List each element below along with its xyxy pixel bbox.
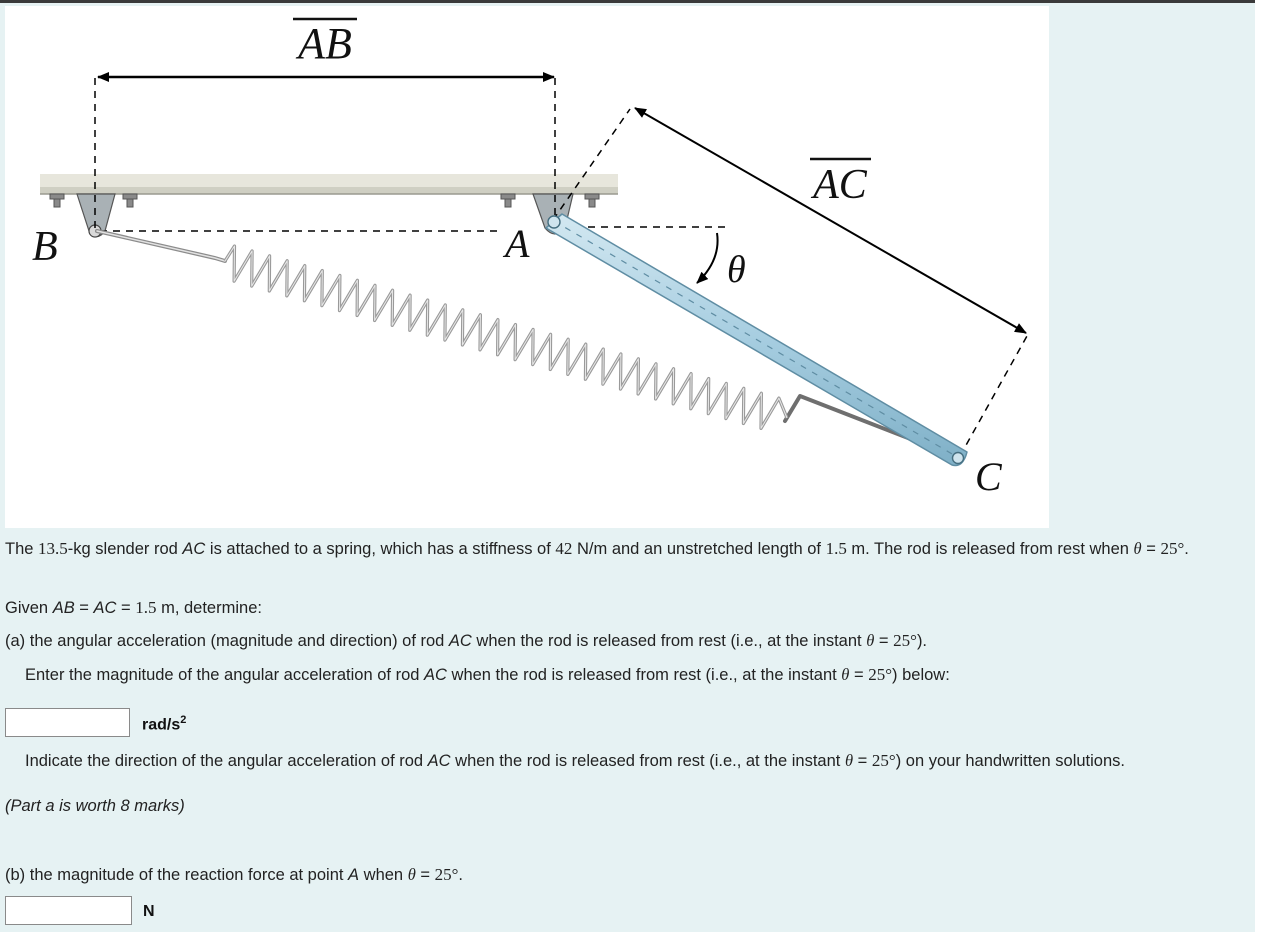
unit-rad-per-s2 — [142, 714, 186, 734]
mount-bolts — [50, 194, 599, 207]
unit-newton: N — [143, 903, 155, 920]
text-segment: -kg slender rod — [67, 540, 183, 558]
label-a: A — [505, 221, 530, 266]
theta-angle-arrow — [697, 233, 718, 283]
spring-coils-highlight — [225, 246, 787, 428]
svg-text:AB: AB — [298, 19, 352, 68]
label-c: C — [975, 454, 1002, 499]
text-segment: is attached to a spring, which has a stiffness of — [205, 540, 556, 558]
text-segment: Given — [5, 599, 53, 617]
svg-text:AC: AC — [813, 162, 867, 208]
unit-exponent: 2 — [180, 714, 187, 726]
text-segment: when the rod is released from rest (i.e., at the instant — [471, 632, 867, 650]
marks-note: (Part a is worth 8 marks) — [5, 797, 185, 815]
enter-magnitude-prompt — [25, 662, 950, 688]
text-segment: when the rod is released from rest (i.e., at the instant — [450, 752, 845, 770]
label-ab — [293, 19, 357, 68]
text-segment: Indicate the direction of the angular acceleration of rod — [25, 752, 428, 770]
mechanism-diagram — [5, 6, 1049, 528]
segment-ab: AB — [52, 599, 75, 617]
theta-symbol: θ — [1133, 539, 1142, 558]
ceiling — [40, 174, 618, 194]
text-segment: when the rod is released from rest (i.e., at the instant — [446, 666, 842, 684]
text-segment: ) on your handwritten solutions. — [895, 752, 1125, 770]
unit-label: rad/s — [142, 716, 181, 734]
theta-symbol: θ — [844, 751, 854, 770]
angle-value: 25° — [893, 631, 917, 650]
text-segment: = — [853, 752, 872, 770]
text-segment: = — [74, 599, 94, 617]
segment-ac: AC — [93, 599, 117, 617]
angular-acceleration-input[interactable] — [5, 708, 130, 737]
spring-coils — [225, 246, 787, 428]
given-statement — [5, 595, 262, 621]
mass-value: 13.5 — [38, 539, 68, 558]
rod-name: AC — [424, 666, 447, 684]
text-segment: m, determine: — [156, 599, 262, 617]
text-segment: . — [458, 866, 464, 884]
theta-symbol: θ — [866, 631, 875, 650]
label-ac — [810, 159, 871, 208]
text-segment: (a) the angular acceleration (magnitude and direction) of rod — [5, 632, 449, 650]
reaction-force-input[interactable] — [5, 896, 132, 925]
text-segment: ) below: — [892, 666, 950, 684]
rod-name: AC — [448, 632, 472, 650]
length-value: 1.5 — [135, 598, 157, 617]
rod-ac — [546, 214, 967, 465]
angle-value: 25° — [871, 751, 896, 770]
text-segment: = — [415, 866, 435, 884]
stiffness-value: 42 — [555, 539, 573, 558]
label-b: B — [32, 224, 58, 270]
problem-statement — [5, 536, 1220, 562]
text-segment: ). — [916, 632, 928, 650]
text-segment: (b) the magnitude of the reaction force at point — [5, 866, 349, 884]
theta-symbol: θ — [841, 665, 850, 684]
angle-value: 25° — [434, 865, 459, 884]
question-b — [5, 862, 463, 888]
angle-value: 25° — [868, 665, 893, 684]
length-value: 1.5 — [825, 539, 847, 558]
indicate-direction-note — [25, 748, 1125, 774]
text-segment: The — [5, 540, 39, 558]
rod-name: AC — [427, 752, 451, 770]
rod-name: AC — [182, 540, 206, 558]
text-segment: . — [1184, 540, 1189, 558]
label-theta: θ — [727, 249, 746, 291]
point-name: A — [348, 866, 360, 884]
text-segment: N/m and an unstretched length of — [572, 540, 826, 558]
text-segment: = — [849, 666, 869, 684]
angle-value: 25° — [1160, 539, 1185, 558]
question-a — [5, 628, 927, 654]
problem-figure — [5, 6, 1049, 528]
text-segment: = — [116, 599, 136, 617]
theta-symbol: θ — [407, 865, 416, 884]
text-segment: m. The rod is released from rest when — [846, 540, 1134, 558]
text-segment: = — [874, 632, 894, 650]
text-segment: Enter the magnitude of the angular acceleration of rod — [25, 666, 425, 684]
text-segment: when — [359, 866, 408, 884]
text-segment: = — [1141, 540, 1161, 558]
